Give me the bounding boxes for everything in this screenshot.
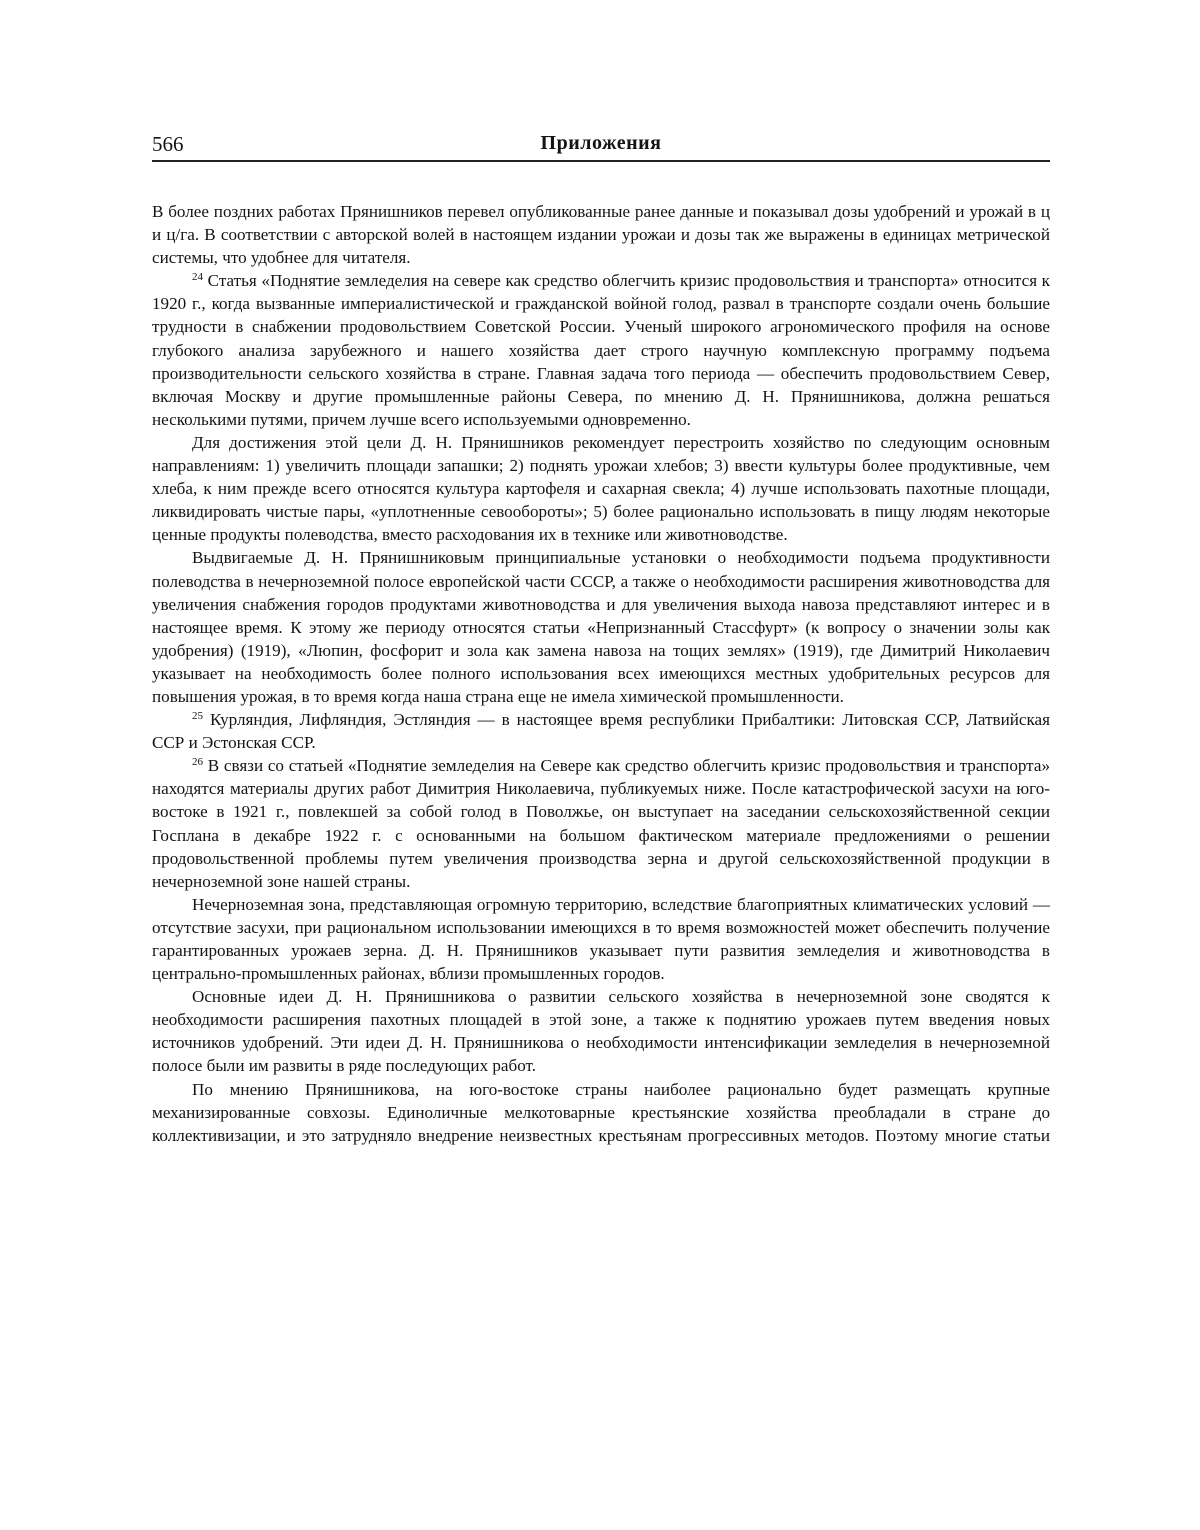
book-page: [152, 128, 1050, 1147]
footnote-25: [152, 708, 1050, 754]
paragraph-text: Курляндия, Лифляндия, Эстляндия — в настоящее время республики Прибалтики: Литовская ССР, Латвийская ССР и Эстонская ССР.: [152, 710, 1050, 752]
paragraph-text: Для достижения этой цели Д. Н. Прянишников рекомендует перестроить хозяйство по следующим основным направлениям: 1) увеличить площади запашки; 2) поднять урожаи хлебов; 3) ввести культуры более продуктивные, чем хлеба, к ним прежде всего относятся культура картофеля и сахарная свекла; 4) лучше использовать пахотные площади, ликвидировать чистые пары, «уплотненные севообороты»; 5) более рационально использовать в пищу людям некоторые ценные продукты полеводства, вместо расходования их в технике или животноводстве.: [152, 433, 1050, 544]
footnote-26: [152, 754, 1050, 893]
footnote-number: 26: [192, 756, 203, 768]
paragraph-text: Выдвигаемые Д. Н. Прянишниковым принципиальные установки о необходимости подъема продуктивности полеводства в нечерноземной полосе европейской части СССР, а также о необходимости расширения животноводства для увеличения снабжения городов продуктами животноводства и для увеличения выхода навоза представляют интерес и в настоящее время. К этому же периоду относятся статьи «Непризнанный Стассфурт» (к вопросу о значении золы как удобрения) (1919), «Люпин, фосфорит и зола как замена навоза на тощих землях» (1919), где Димитрий Николаевич указывает на необходимость более полного использования всех имеющихся местных удобрительных ресурсов для повышения урожая, в то время когда наша страна еще не имела химической промышленности.: [152, 548, 1050, 706]
section-title: Приложения: [152, 132, 1050, 155]
running-head: [152, 128, 1050, 162]
paragraph: [152, 893, 1050, 985]
paragraph: [152, 546, 1050, 708]
paragraph-text: В связи со статьей «Поднятие земледелия на Севере как средство облегчить кризис продовольствия и транспорта» находятся материалы других работ Димитрия Николаевича, публикуемых ниже. После катастрофической засухи на юго-востоке в 1921 г., повлекшей за собой голод в Поволжье, он выступает на заседании сельскохозяйственной секции Госплана в декабре 1922 г. с основанными на большом фактическом материале предложениями о решении продовольственной проблемы путем увеличения производства зерна и другой сельскохозяйственной продукции в нечерноземной зоне нашей страны.: [152, 756, 1050, 890]
paragraph: [152, 985, 1050, 1077]
paragraph: [152, 200, 1050, 269]
paragraph: [152, 431, 1050, 546]
footnote-number: 25: [192, 710, 203, 722]
paragraph-text: Статья «Поднятие земледелия на севере как средство облегчить кризис продовольствия и транспорта» относится к 1920 г., когда вызванные империалистической и гражданской войной голод, развал в транспорте создали очень большие трудности в снабжении продовольствием Советской России. Ученый широкого агрономического профиля на основе глубокого анализа зарубежного и нашего хозяйства дает строго научную комплексную программу подъема производительности сельского хозяйства в стране. Главная задача того периода — обеспечить продовольствием Север, включая Москву и другие промышленные районы Севера, по мнению Д. Н. Прянишникова, должна решаться несколькими путями, причем лучше всего используемыми одновременно.: [152, 271, 1050, 429]
paragraph-text: Основные идеи Д. Н. Прянишникова о развитии сельского хозяйства в нечерноземной зоне сводятся к необходимости расширения пахотных площадей в этой зоне, а также к поднятию урожаев путем введения новых источников удобрений. Эти идеи Д. Н. Прянишникова о необходимости интенсификации земледелия в нечерноземной полосе были им развиты в ряде последующих работ.: [152, 987, 1050, 1075]
body-text: [152, 200, 1050, 1147]
footnote-24: [152, 269, 1050, 431]
footnote-number: 24: [192, 271, 203, 283]
page-number: 566: [152, 132, 184, 157]
paragraph-text: По мнению Прянишникова, на юго-востоке страны наиболее рационально будет размещать крупные механизированные совхозы. Единоличные мелкотоварные крестьянские хозяйства преобладали в стране до коллективизации, и это затрудняло внедрение неизвестных крестьянам прогрессивных методов. Поэтому многие статьи: [152, 1080, 1050, 1145]
paragraph-text: Нечерноземная зона, представляющая огромную территорию, вследствие благоприятных климатических условий — отсутствие засухи, при рациональном использовании имеющихся в то время возможностей может обеспечить получение гарантированных урожаев зерна. Д. Н. Прянишников указывает пути развития земледелия и животноводства в центрально-промышленных районах, вблизи промышленных городов.: [152, 895, 1050, 983]
paragraph-text: В более поздних работах Прянишников перевел опубликованные ранее данные и показывал дозы удобрений и урожай в ц и ц/га. В соответствии с авторской волей в настоящем издании урожаи и дозы так же выражены в единицах метрической системы, что удобнее для читателя.: [152, 202, 1050, 267]
paragraph: [152, 1078, 1050, 1147]
